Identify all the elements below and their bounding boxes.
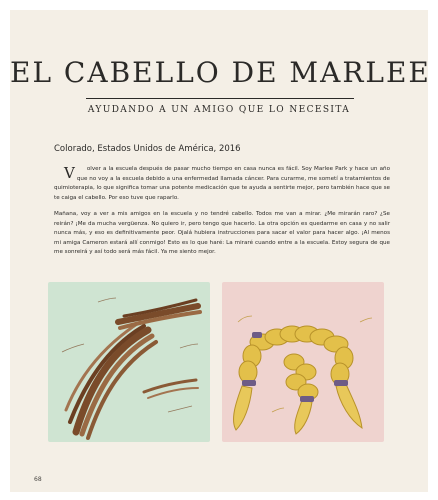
- golden-braids-illustration: [222, 282, 384, 442]
- brown-hair-locks-image: [48, 282, 210, 442]
- brown-hair-illustration: [48, 282, 210, 442]
- paragraph-2: Mañana, voy a ver a mis amigos en la escuela y no tendré cabello. Todos me van a mirar. ¿Me mirarán raro? ¿Se reirán? ¡Me da mucha vergüenza. No quiero ir, pero tengo que hacerlo. La otra opción es quedarme en casa y no salir nunca más, y eso es definitivamente peor. Ojalá hubiera instrucciones para sacar el valor para hacer algo. ¡Al menos mi amiga Cameron estará allí conmigo! Esto es lo que haré: La miraré cuando entre a la escuela. Estoy segura de que me sonreirá y así todo será más fácil. Ya me siento mejor.: [54, 211, 390, 256]
- drop-cap: V: [64, 164, 75, 182]
- paragraph-1: [54, 165, 390, 203]
- page-subtitle: AYUDANDO A UN AMIGO QUE LO NECESITA: [87, 105, 351, 115]
- book-page: [10, 10, 431, 492]
- page-title: EL CABELLO DE MARLEE: [10, 56, 431, 89]
- page-number: 68: [34, 476, 42, 483]
- location-date: Colorado, Estados Unidos de América, 2016: [54, 144, 241, 154]
- golden-braids-image: [222, 282, 384, 442]
- title-divider: [86, 98, 354, 99]
- paragraph-1-text: olver a la escuela después de pasar mucho tiempo en casa nunca es fácil. Soy Marlee Park y hace un año que no voy a la escuela debido a una enfermedad llamada cáncer. Para curarme, me sometí a tratamientos de quimioterapia, lo que significa tomar una potente medicación que te ayuda a sentirte mejor, pero también hace que se te caiga el cabello. Por eso tuve que raparlo.: [54, 166, 390, 201]
